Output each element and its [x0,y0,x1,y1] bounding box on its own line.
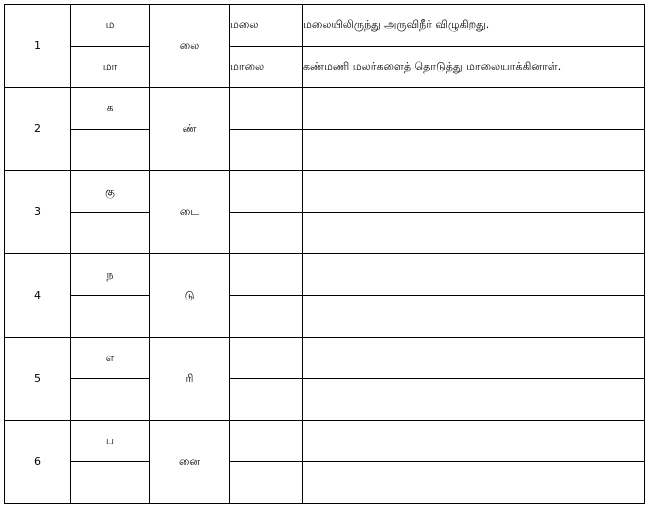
word-cell [230,171,303,213]
sentence-cell: கண்மணி மலர்களைத் தொடுத்து மாலையாக்கினாள். [303,46,645,88]
prefix-cell: கு [71,171,150,213]
sentence-cell [303,212,645,254]
word-cell [230,420,303,462]
table-row [5,88,645,130]
table-row [5,46,645,88]
sentence-cell [303,254,645,296]
prefix-cell: க [71,88,150,130]
word-cell [230,88,303,130]
suffix-cell: டு [150,254,230,337]
sentence-cell: மலையிலிருந்து அருவிநீர் விழுகிறது. [303,5,645,47]
word-cell: மலை [230,5,303,47]
row-number: 4 [5,254,71,337]
table-row [5,254,645,296]
sentence-cell [303,462,645,504]
row-number: 1 [5,5,71,88]
table-row [5,212,645,254]
sentence-cell [303,171,645,213]
prefix-cell [71,379,150,421]
sentence-cell [303,337,645,379]
sentence-cell [303,379,645,421]
table-row [5,420,645,462]
prefix-cell: ப [71,420,150,462]
prefix-cell: மா [71,46,150,88]
row-number: 2 [5,88,71,171]
sentence-cell [303,129,645,171]
suffix-cell: டை [150,171,230,254]
suffix-cell: லை [150,5,230,88]
word-cell [230,462,303,504]
suffix-cell: ரி [150,337,230,420]
prefix-cell [71,296,150,338]
sentence-cell [303,88,645,130]
table-row [5,5,645,47]
prefix-cell: எ [71,337,150,379]
suffix-cell: னை [150,420,230,503]
word-cell [230,296,303,338]
prefix-cell: ம [71,5,150,47]
table-row [5,462,645,504]
table-row [5,296,645,338]
sentence-cell [303,420,645,462]
word-cell: மாலை [230,46,303,88]
sentence-cell [303,296,645,338]
prefix-cell [71,212,150,254]
word-cell [230,129,303,171]
row-number: 5 [5,337,71,420]
table-row [5,337,645,379]
row-number: 6 [5,420,71,503]
table-row [5,129,645,171]
word-cell [230,254,303,296]
suffix-cell: ண் [150,88,230,171]
word-cell [230,379,303,421]
prefix-cell [71,129,150,171]
word-formation-table [4,4,645,504]
word-cell [230,212,303,254]
prefix-cell: ந [71,254,150,296]
table-row [5,379,645,421]
word-cell [230,337,303,379]
row-number: 3 [5,171,71,254]
table-row [5,171,645,213]
prefix-cell [71,462,150,504]
